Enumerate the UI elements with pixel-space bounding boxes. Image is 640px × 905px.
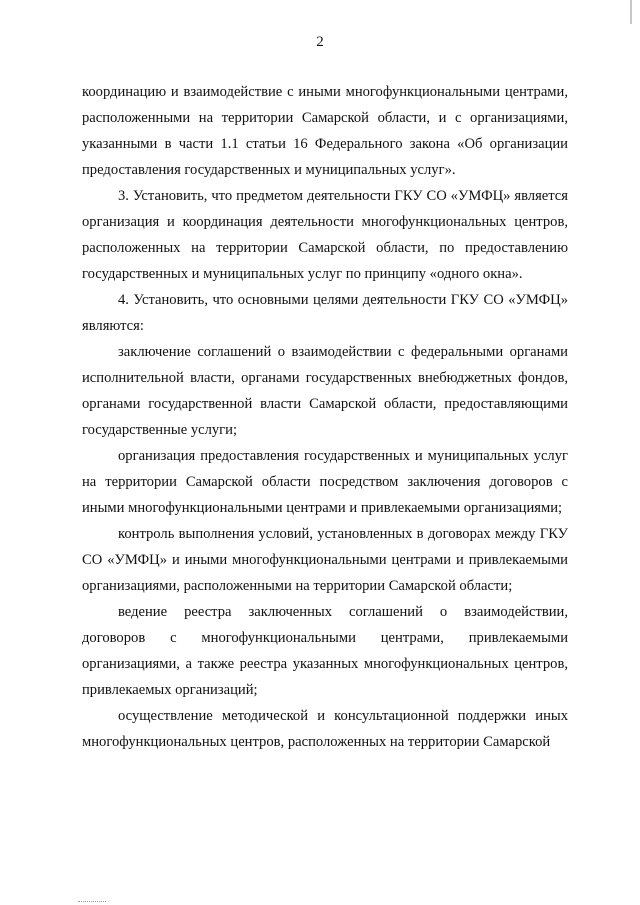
paragraph-2: 3. Установить, что предметом деятельности ГКУ СО «УМФЦ» является организация и координация деятельности многофункциональных центров, расположенных на территории Самарской области, по предоставлению государственных и муниципальных услуг по принципу «одного окна».: [82, 188, 568, 282]
paragraph-8: осуществление методической и консультационной поддержки иных многофункциональных центров, расположенных на территории Самарской: [82, 708, 568, 750]
scan-footer-mark: [78, 901, 106, 902]
paragraph-7: ведение реестра заключенных соглашений о взаимодействии, договоров с многофункциональными центрами, привлекаемыми организациями, а также реестра указанных многофункциональных центров, привлекаемых организаций;: [82, 604, 568, 698]
paragraph-5: организация предоставления государственных и муниципальных услуг на территории Самарской области посредством заключения договоров с иными многофункциональными центрами и привлекаемыми организациями;: [82, 448, 568, 516]
paragraph-4: заключение соглашений о взаимодействии с федеральными органами исполнительной власти, органами государственных внебюджетных фондов, органами государственной власти Самарской области, предоставляющими государственные услуги;: [82, 344, 568, 438]
paragraph-3: 4. Установить, что основными целями деятельности ГКУ СО «УМФЦ» являются:: [82, 292, 568, 334]
scan-edge-mark: [630, 0, 632, 24]
paragraph-6: контроль выполнения условий, установленных в договорах между ГКУ СО «УМФЦ» и иными многофункциональными центрами и привлекаемыми организациями, расположенными на территории Самарской области;: [82, 526, 568, 594]
page-number: 2: [316, 34, 324, 50]
paragraph-1: координацию и взаимодействие с иными многофункциональными центрами, расположенными на территории Самарской области, и с организациями, указанными в части 1.1 статьи 16 Федерального закона «Об организации предоставления государственных и муниципальных услуг».: [82, 84, 568, 178]
document-body: [82, 79, 568, 755]
